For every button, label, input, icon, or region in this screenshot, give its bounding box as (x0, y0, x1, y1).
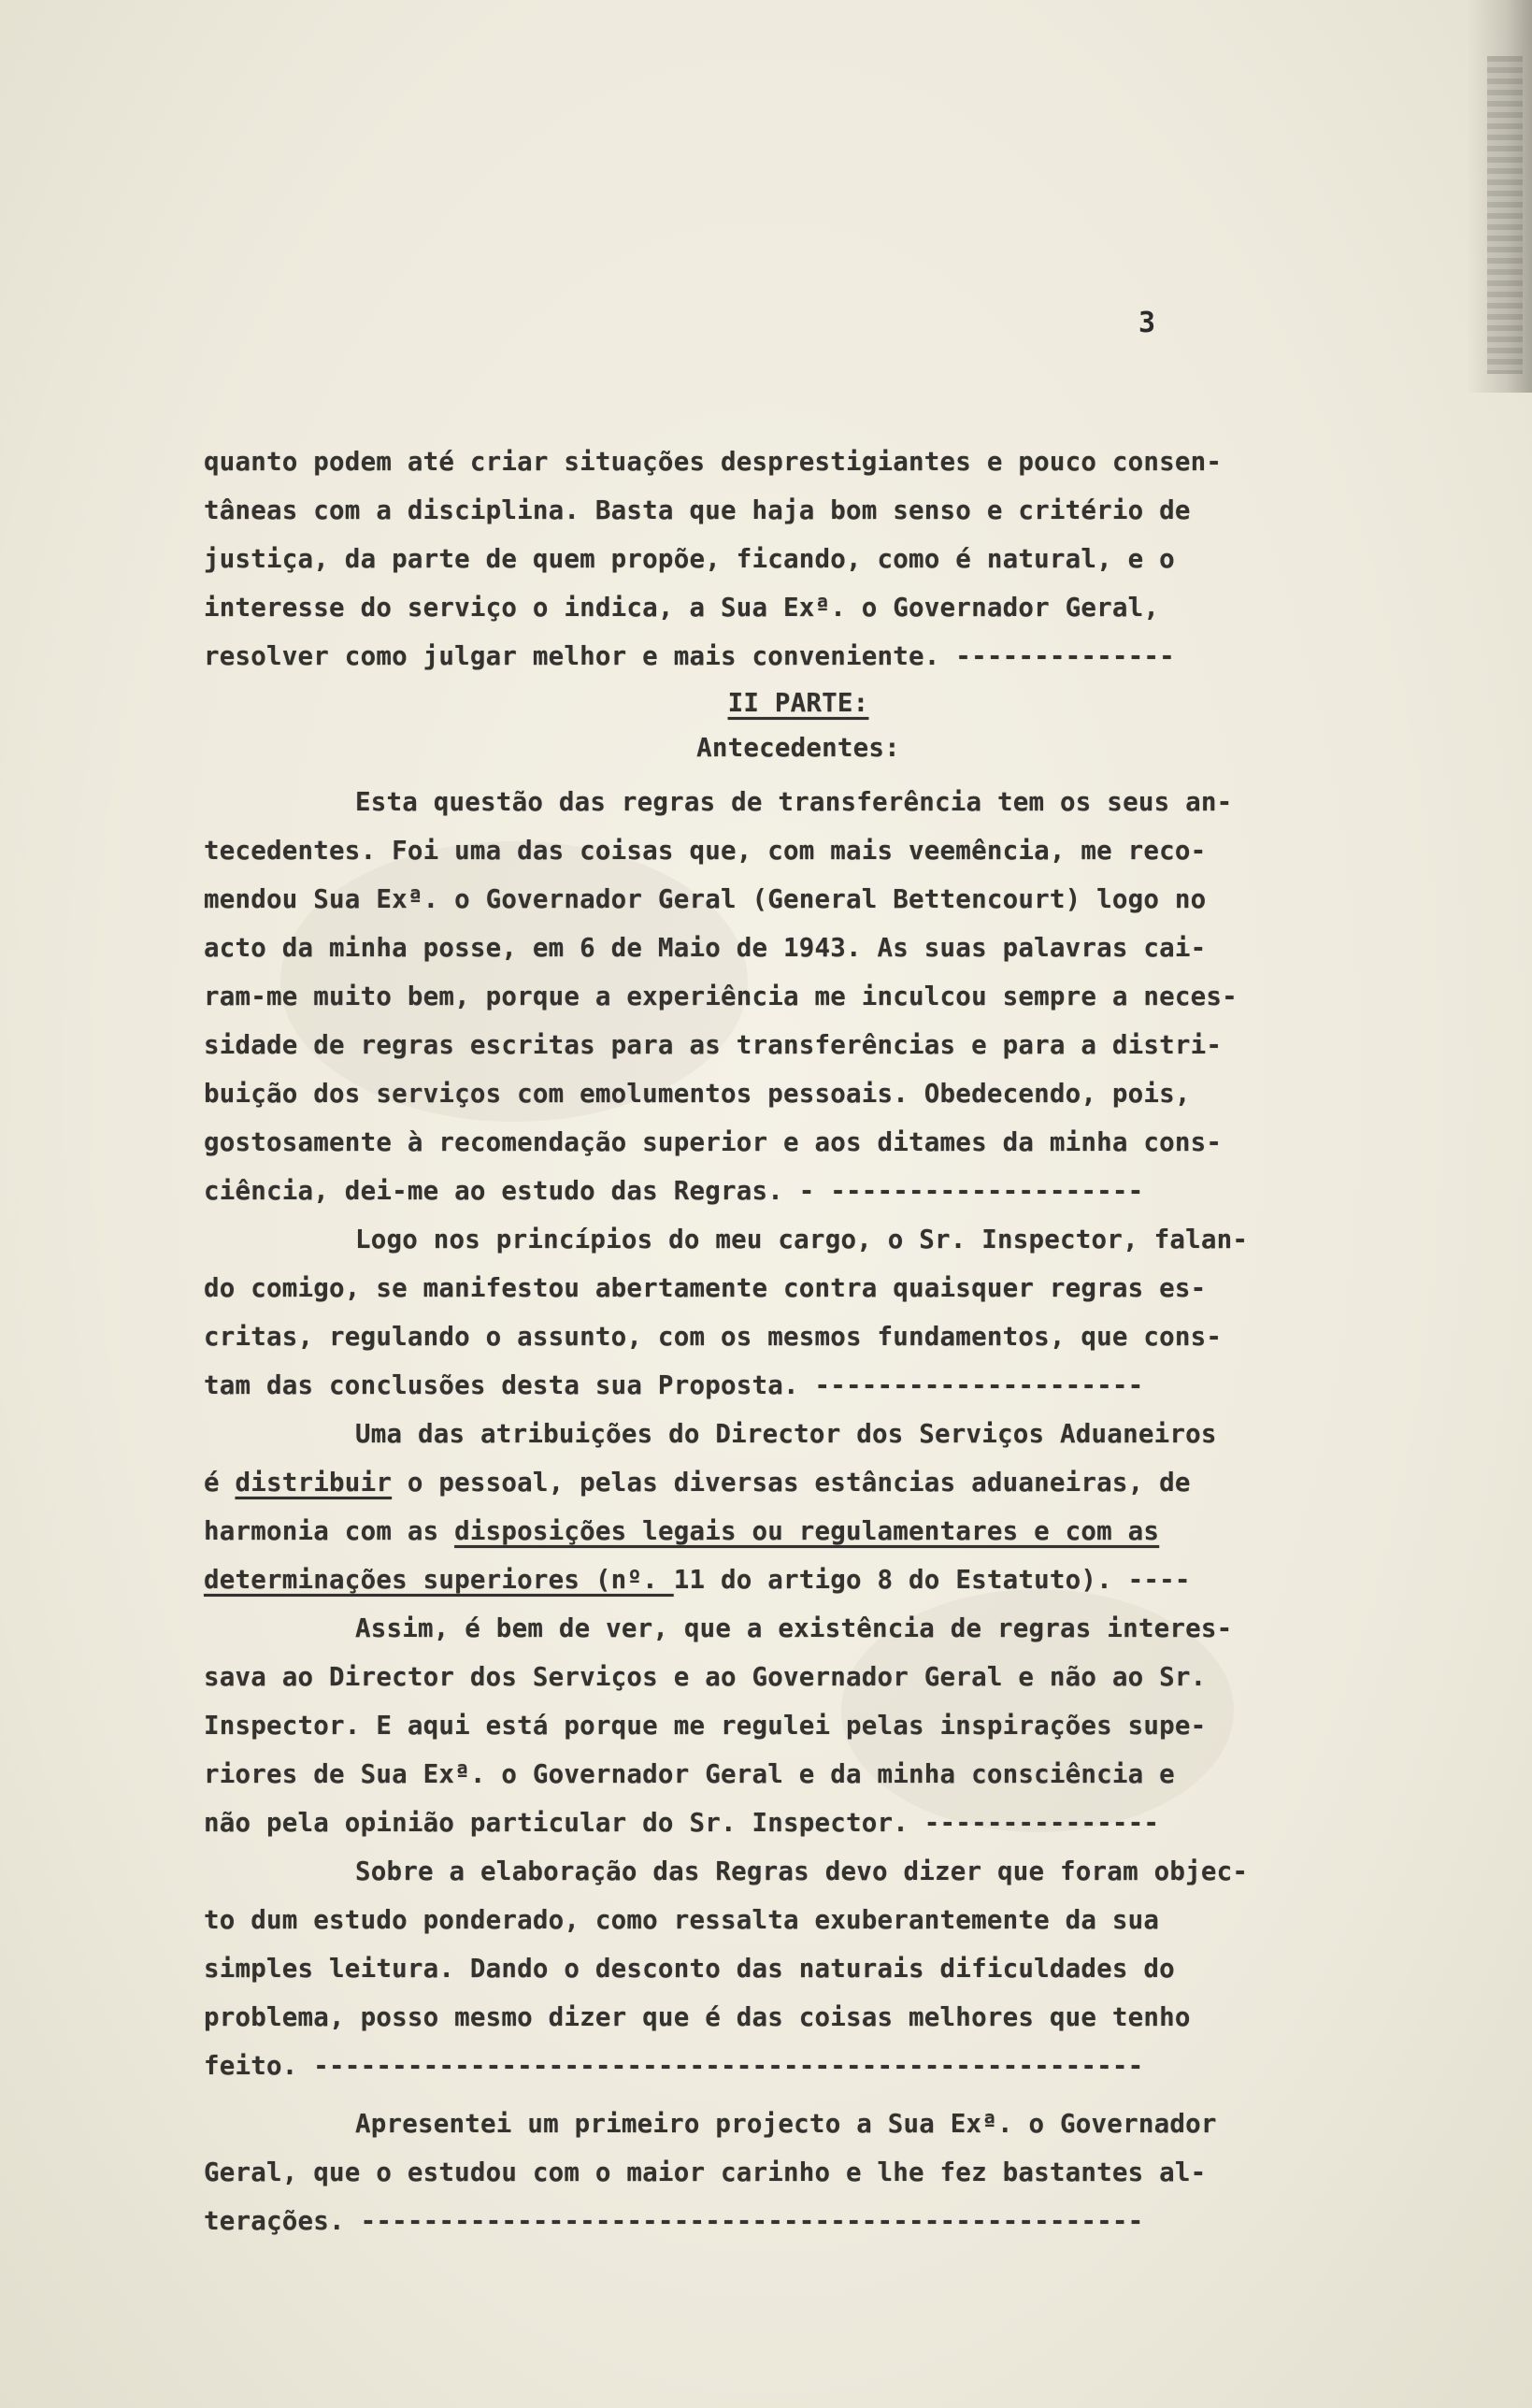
text-line (204, 1458, 1393, 1507)
text-line: tâneas com a disciplina. Basta que haja bom senso e critério de (204, 495, 1191, 525)
text-line: Sobre a elaboração das Regras devo dizer que foram objec- (355, 1856, 1249, 1886)
page-number: 3 (1138, 307, 1156, 339)
text-line: critas, regulando o assunto, com os mesmos fundamentos, que cons- (204, 1322, 1223, 1352)
text-line: riores de Sua Exª. o Governador Geral e da minha consciência e (204, 1759, 1175, 1789)
text-line: interesse do serviço o indica, a Sua Exª. o Governador Geral, (204, 593, 1160, 623)
text-line (204, 1507, 1393, 1555)
text-line: Assim, é bem de ver, que a existência de regras interes- (355, 1613, 1233, 1643)
text-line: justiça, da parte de quem propõe, ficando, como é natural, e o (204, 544, 1175, 574)
text-line: acto da minha posse, em 6 de Maio de 1943. As suas palavras cai- (204, 933, 1207, 963)
text-line: Apresentei um primeiro projecto a Sua Exª. o Governador (355, 2109, 1217, 2139)
text-line: sava ao Director dos Serviços e ao Governador Geral e não ao Sr. (204, 1662, 1207, 1692)
section-heading-part: II PARTE: (727, 688, 869, 718)
binding-strip (1487, 56, 1523, 374)
text-line: Inspector. E aqui está porque me regulei pelas inspirações supe- (204, 1711, 1207, 1741)
typed-text-body (204, 437, 1393, 2245)
text-line: terações. -------------------------------------------------- (204, 2206, 1144, 2236)
text-line: mendou Sua Exª. o Governador Geral (General Bettencourt) logo no (204, 884, 1207, 914)
text-line: tecedentes. Foi uma das coisas que, com mais veemência, me reco- (204, 836, 1207, 866)
text-line: Esta questão das regras de transferência tem os seus an- (355, 787, 1233, 817)
text-line: gostosamente à recomendação superior e aos ditames da minha cons- (204, 1127, 1223, 1157)
text-line: Logo nos princípios do meu cargo, o Sr. Inspector, falan- (355, 1225, 1249, 1254)
underlined-text: disposições legais ou regulamentares e com as (454, 1516, 1160, 1546)
text-line: ciência, dei-me ao estudo das Regras. - -------------------- (204, 1176, 1144, 1206)
section-subtitle: Antecedentes: (696, 733, 900, 763)
text-line: sidade de regras escritas para as transferências e para a distri- (204, 1030, 1223, 1060)
text-line: ram-me muito bem, porque a experiência me inculcou sempre a neces- (204, 982, 1238, 1011)
text-line: to dum estudo ponderado, como ressalta exuberantemente da sua (204, 1905, 1160, 1935)
section-heading (204, 681, 1393, 725)
text-line: quanto podem até criar situações desprestigiantes e pouco consen- (204, 447, 1223, 477)
underlined-text: distribuir (235, 1468, 393, 1498)
text-line: do comigo, se manifestou abertamente contra quaisquer regras es- (204, 1273, 1207, 1303)
text-fragment: harmonia com as (204, 1516, 455, 1546)
underlined-text: determinações superiores (nº. (204, 1565, 674, 1595)
text-line: simples leitura. Dando o desconto das naturais dificuldades do (204, 1954, 1175, 1984)
text-line: Uma das atribuições do Director dos Serviços Aduaneiros (355, 1419, 1217, 1449)
text-line: feito. ----------------------------------------------------- (204, 2051, 1144, 2081)
text-line: tam das conclusões desta sua Proposta. --------------------- (204, 1370, 1144, 1400)
text-line: Geral, que o estudou com o maior carinho e lhe fez bastantes al- (204, 2157, 1207, 2187)
text-line (204, 1555, 1393, 1604)
text-line: buição dos serviços com emolumentos pessoais. Obedecendo, pois, (204, 1079, 1191, 1109)
text-line: não pela opinião particular do Sr. Inspector. --------------- (204, 1808, 1160, 1838)
text-line: resolver como julgar melhor e mais conveniente. -------------- (204, 641, 1175, 671)
text-fragment: o pessoal, pelas diversas estâncias aduaneiras, de (392, 1468, 1191, 1498)
text-fragment: 11 do artigo 8 do Estatuto). ---- (673, 1565, 1191, 1595)
text-fragment: é (204, 1468, 236, 1498)
text-line: problema, posso mesmo dizer que é das coisas melhores que tenho (204, 2002, 1191, 2032)
